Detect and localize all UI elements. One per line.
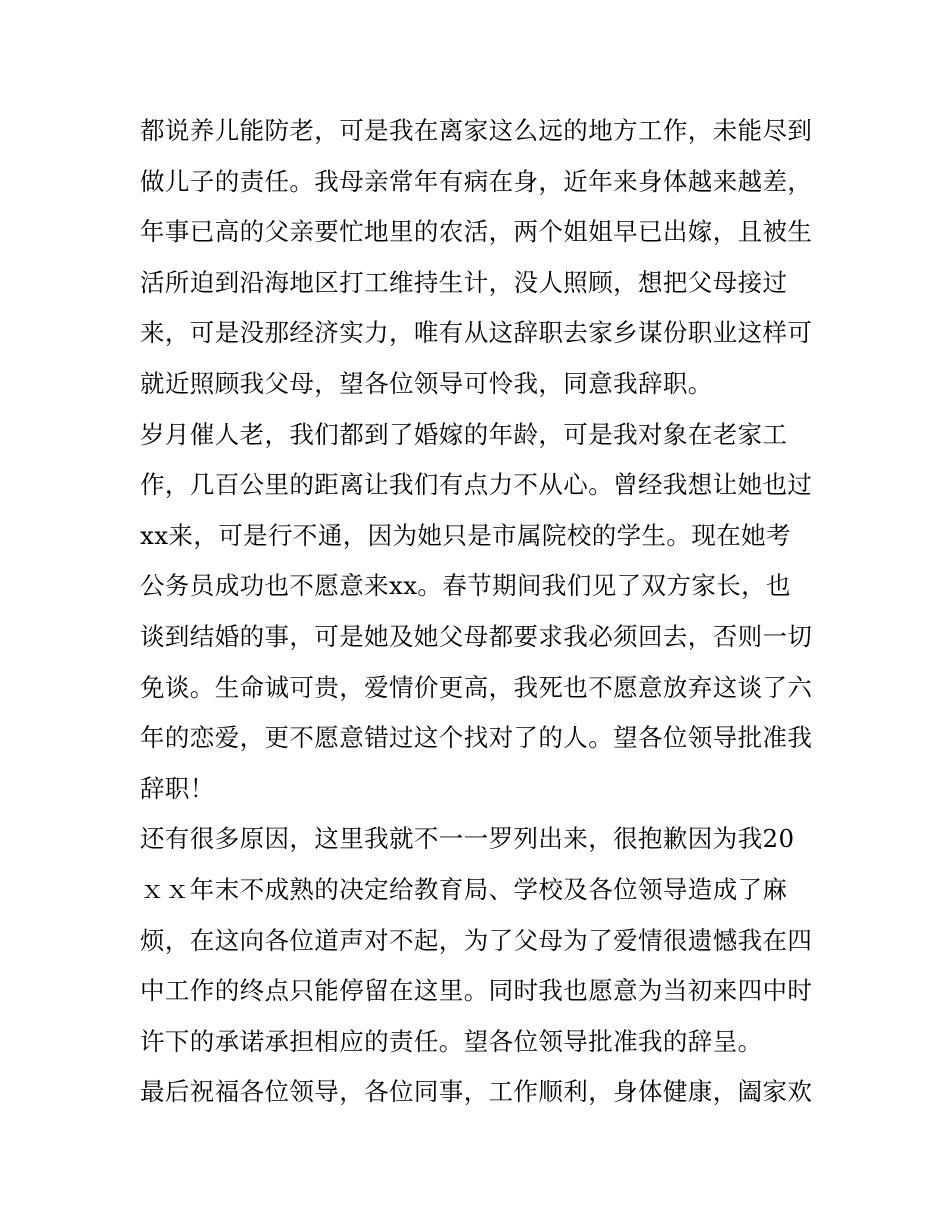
text-line: 免谈。生命诚可贵，爱情价更高，我死也不愿意放弃这谈了六 xyxy=(140,672,812,702)
text-line: ｘｘ年末不成熟的决定给教育局、学校及各位领导造成了麻 xyxy=(140,874,788,904)
body-text xyxy=(140,106,812,1118)
text-line: 岁月催人老，我们都到了婚嫁的年龄，可是我对象在老家工 xyxy=(140,419,788,449)
text-line: 中工作的终点只能停留在这里。同时我也愿意为当初来四中时 xyxy=(140,976,812,1006)
text-line: 谈到结婚的事，可是她及她父母都要求我必须回去，否则一切 xyxy=(140,621,812,651)
text-line: xx来，可是行不通，因为她只是市属院校的学生。现在她考 xyxy=(140,520,791,550)
text-line: 就近照顾我父母，望各位领导可怜我，同意我辞职。 xyxy=(140,368,713,398)
text-line: 都说养儿能防老，可是我在离家这么远的地方工作，未能尽到 xyxy=(140,116,812,145)
text-line: 年事已高的父亲要忙地里的农活，两个姐姐早已出嫁，且被生 xyxy=(140,217,812,247)
text-line: 许下的承诺承担相应的责任。望各位领导批准我的辞呈。 xyxy=(140,1026,763,1056)
text-line: 做儿子的责任。我母亲常年有病在身，近年来身体越来越差， xyxy=(140,166,812,196)
text-line: 最后祝福各位领导，各位同事，工作顺利，身体健康，阖家欢 xyxy=(140,1077,812,1107)
text-line: 作，几百公里的距离让我们有点力不从心。曾经我想让她也过 xyxy=(140,470,812,500)
text-line: 还有很多原因，这里我就不一一罗列出来，很抱歉因为我20 xyxy=(140,824,795,854)
text-line: 公务员成功也不愿意来xx。春节期间我们见了双方家长，也 xyxy=(140,571,791,601)
text-line: 来，可是没那经济实力，唯有从这辞职去家乡谋份职业这样可 xyxy=(140,318,812,348)
text-line: 辞职！ xyxy=(140,773,215,803)
text-line: 活所迫到沿海地区打工维持生计，没人照顾，想把父母接过 xyxy=(140,267,788,297)
text-line: 烦，在这向各位道声对不起，为了父母为了爱情很遗憾我在四 xyxy=(140,925,812,955)
text-line: 年的恋爱，更不愿意错过这个找对了的人。望各位领导批准我 xyxy=(140,723,812,753)
